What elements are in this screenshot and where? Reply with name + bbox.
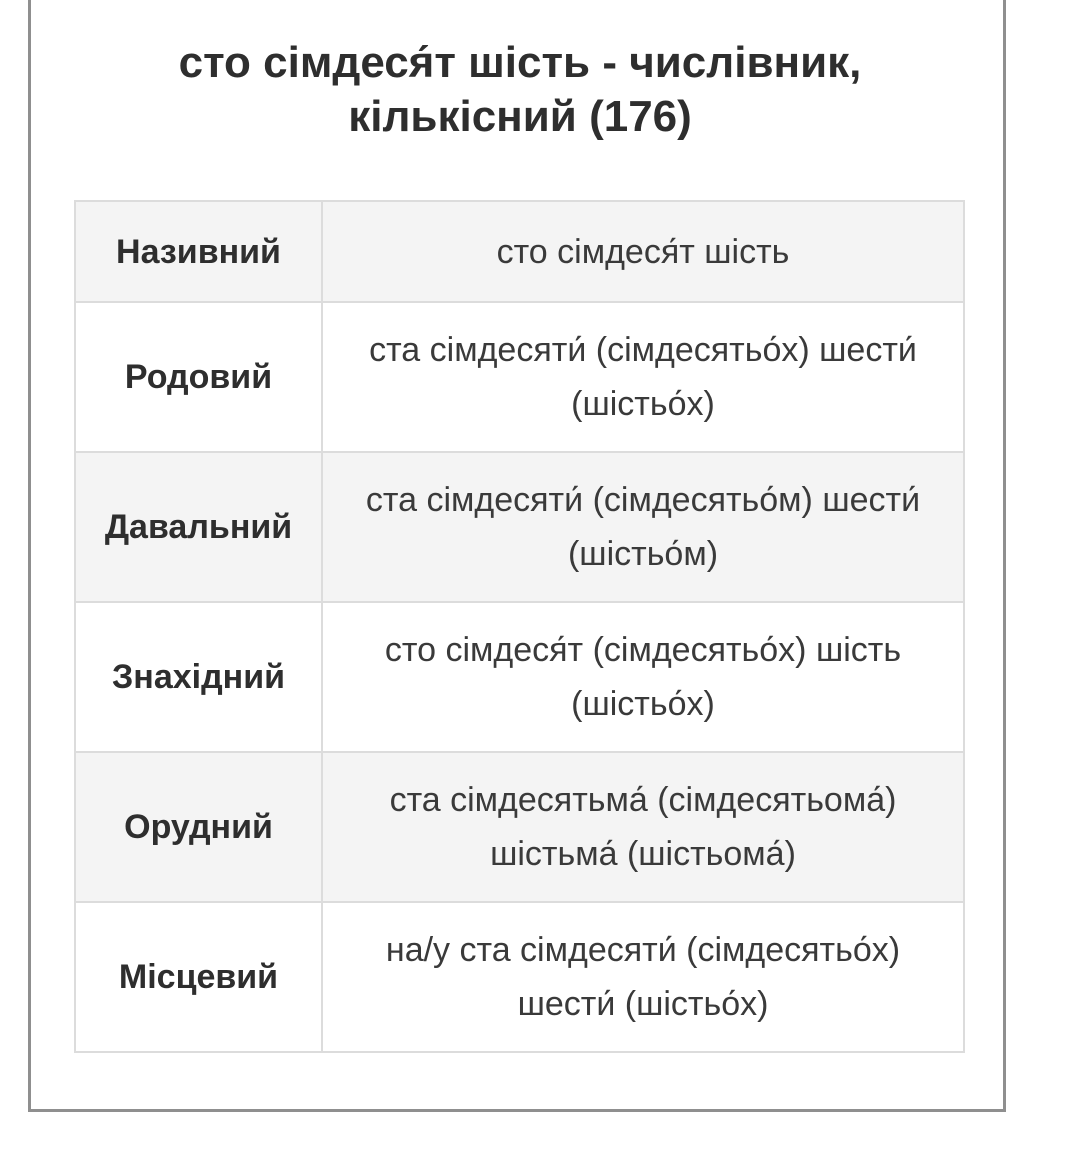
page-title [60,36,980,144]
table-row [75,201,964,302]
case-form: ста сімдесятьма́ (сімдесятьома́) шістьма́ (шістьома́) [322,752,964,902]
case-form: ста сімдесяти́ (сімдесятьо́м) шести́ (шістьо́м) [322,452,964,602]
declension-table [74,200,965,1053]
case-form: сто сімдеся́т (сімдесятьо́х) шість (шістьо́х) [322,602,964,752]
table-row [75,452,964,602]
case-form: на/у ста сімдесяти́ (сімдесятьо́х) шести́ (шістьо́х) [322,902,964,1052]
table-row [75,752,964,902]
case-form: ста сімдесяти́ (сімдесятьо́х) шести́ (шістьо́х) [322,302,964,452]
table-row [75,302,964,452]
case-name: Родовий [75,302,322,452]
title-line-1: сто сімдеся́т шість - числівник, [178,38,862,87]
case-name: Знахідний [75,602,322,752]
case-form: сто сімдеся́т шість [322,201,964,302]
title-line-2: кількісний (176) [348,92,692,141]
case-name: Називний [75,201,322,302]
case-name: Місцевий [75,902,322,1052]
case-name: Орудний [75,752,322,902]
table-row [75,602,964,752]
table-row [75,902,964,1052]
case-name: Давальний [75,452,322,602]
